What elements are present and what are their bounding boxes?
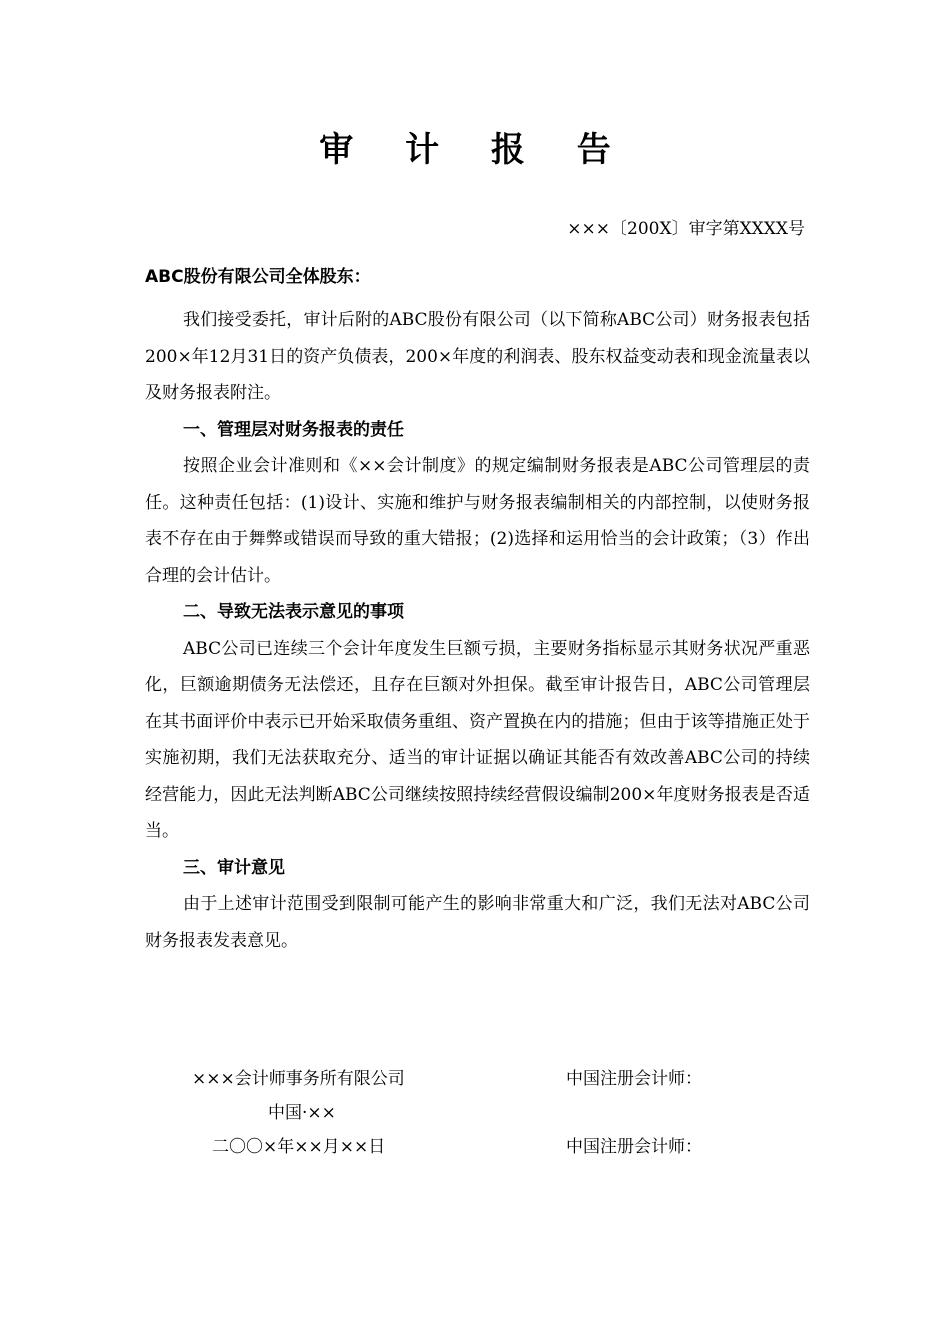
basis-for-disclaimer-paragraph: ABC公司已连续三个会计年度发生巨额亏损，主要财务指标显示其财务状况严重恶化，巨额逾期债务无法偿还，且存在巨额对外担保。截至审计报告日，ABC公司管理层在其书面评价中表示已开始采取债务重组、资产置换在内的措施；但由于该等措施正处于实施初期，我们无法获取充分、适当的审计证据以确证其能否有效改善ABC公司的持续经营能力，因此无法判断ABC公司继续按照持续经营假设编制200×年度财务报表是否适当。 [145,638,810,841]
cpa-signature-label-1: 中国注册会计师： [566,1069,702,1089]
cpa-signature-label-2: 中国注册会计师： [566,1137,702,1157]
management-responsibility-paragraph: 按照企业会计准则和《××会计制度》的规定编制财务报表是ABC公司管理层的责任。这种责任包括：(1)设计、实施和维护与财务报表编制相关的内部控制，以使财务报表不存在由于舞弊或错误而导致的重大错报；(2)选择和运用恰当的会计政策；（3）作出合理的会计估计。 [145,456,810,586]
section-heading-basis-for-disclaimer: 二、导致无法表示意见的事项 [183,602,404,622]
report-title: 审 计 报 告 [319,130,631,170]
intro-paragraph: 我们接受委托，审计后附的ABC股份有限公司（以下简称ABC公司）财务报表包括200×年12月31日的资产负债表，200×年度的利润表、股东权益变动表和现金流量表以及财务报表附注。 [145,310,810,403]
firm-name: ×××会计师事务所有限公司 [192,1069,405,1089]
addressee: ABC股份有限公司全体股东： [145,267,371,287]
section-heading-management-responsibility: 一、管理层对财务报表的责任 [183,419,404,440]
firm-location: 中国·×× [268,1103,336,1123]
report-number: ×××〔200X〕审字第XXXX号 [567,219,805,239]
section-heading-audit-opinion: 三、审计意见 [183,857,285,878]
report-date: 二〇〇×年××月××日 [212,1137,386,1157]
report-body [145,302,810,959]
audit-opinion-paragraph: 由于上述审计范围受到限制可能产生的影响非常重大和广泛，我们无法对ABC公司财务报表发表意见。 [145,894,810,951]
